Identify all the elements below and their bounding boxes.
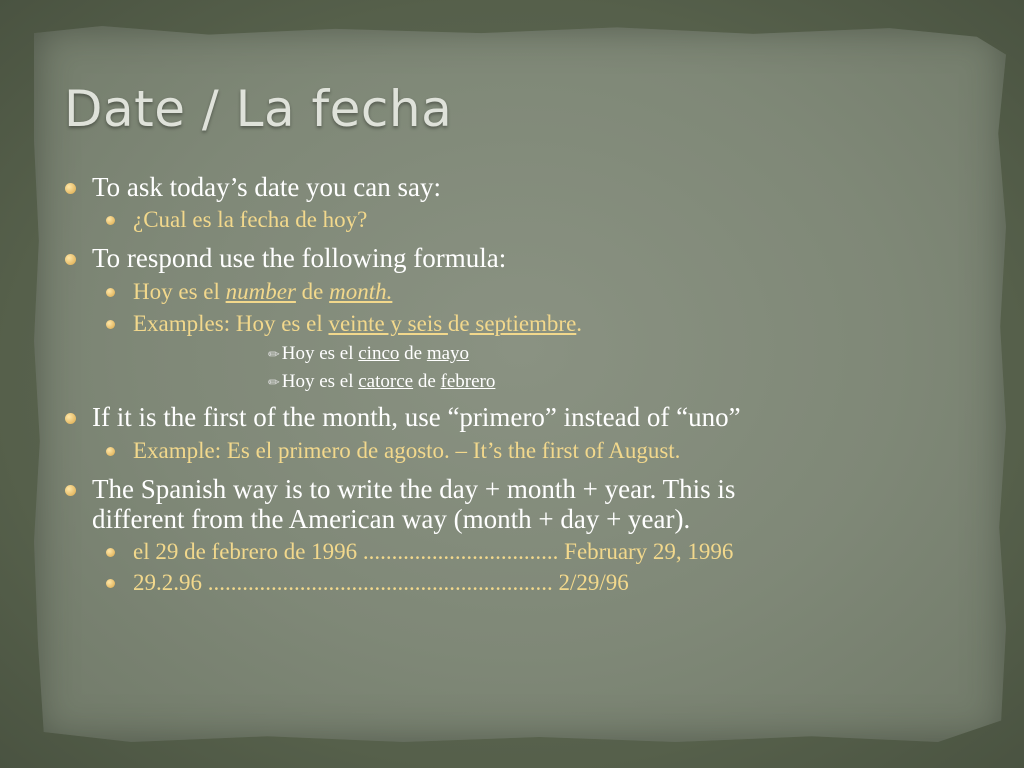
example-febrero-month: febrero [440, 371, 496, 392]
example-mayo-de: de [399, 343, 427, 364]
pencil-icon: ✏ [268, 376, 280, 391]
example-febrero-de: de [413, 371, 441, 392]
bullet-dot-icon [65, 254, 76, 265]
sub-bullet-numeric-date: 29.2.96 ............................................................ 2/29/96 [133, 570, 629, 595]
sub-bullet-question: ¿Cual es la fecha de hoy? [133, 207, 368, 232]
bullet-spanish-way-line1: The Spanish way is to write the day + month + year. This is [92, 474, 736, 504]
examples-number: veinte y seis [328, 311, 448, 336]
sub-bullet-spanish-date: el 29 de febrero de 1996 .................................. February 29, 1996 [133, 539, 734, 564]
example-febrero-number: catorce [358, 371, 414, 392]
sub-bullet-formula [133, 279, 392, 305]
examples-period: . [576, 311, 583, 336]
examples-prefix: Examples: Hoy es el [133, 311, 329, 336]
example-febrero-prefix: Hoy es el [281, 371, 359, 392]
formula-number: number [225, 279, 296, 304]
bullet-dot-icon [106, 548, 115, 557]
bullet-dot-icon [106, 288, 115, 297]
example-mayo-number: cinco [358, 343, 400, 364]
bullet-dot-icon [65, 485, 76, 496]
bullet-ask-date: To ask today’s date you can say: [92, 172, 442, 202]
bullet-dot-icon [106, 579, 115, 588]
bullet-dot-icon [106, 216, 115, 225]
examples-de: de [447, 311, 470, 336]
example-mayo-month: mayo [426, 343, 470, 364]
formula-de: de [295, 279, 330, 304]
bullet-respond-formula: To respond use the following formula: [92, 243, 507, 273]
bullet-spanish-way-line2: different from the American way (month + day + year). [92, 504, 691, 534]
example-line-febrero [268, 371, 495, 393]
bullet-dot-icon [65, 413, 76, 424]
bullet-dot-icon [106, 447, 115, 456]
bullet-dot-icon [65, 183, 76, 194]
slide-title: Date / La fecha [64, 80, 453, 138]
example-line-mayo [268, 343, 469, 365]
bullet-first-of-month: If it is the first of the month, use “primero” instead of “uno” [92, 402, 741, 432]
pencil-icon: ✏ [268, 348, 280, 363]
formula-month: month. [329, 279, 393, 304]
sub-bullet-examples [133, 311, 582, 337]
examples-month: septiembre [469, 311, 577, 336]
formula-prefix: Hoy es el [133, 279, 226, 304]
example-mayo-prefix: Hoy es el [281, 343, 359, 364]
bullet-dot-icon [106, 320, 115, 329]
sub-bullet-primero-example: Example: Es el primero de agosto. – It’s the first of August. [133, 438, 681, 463]
